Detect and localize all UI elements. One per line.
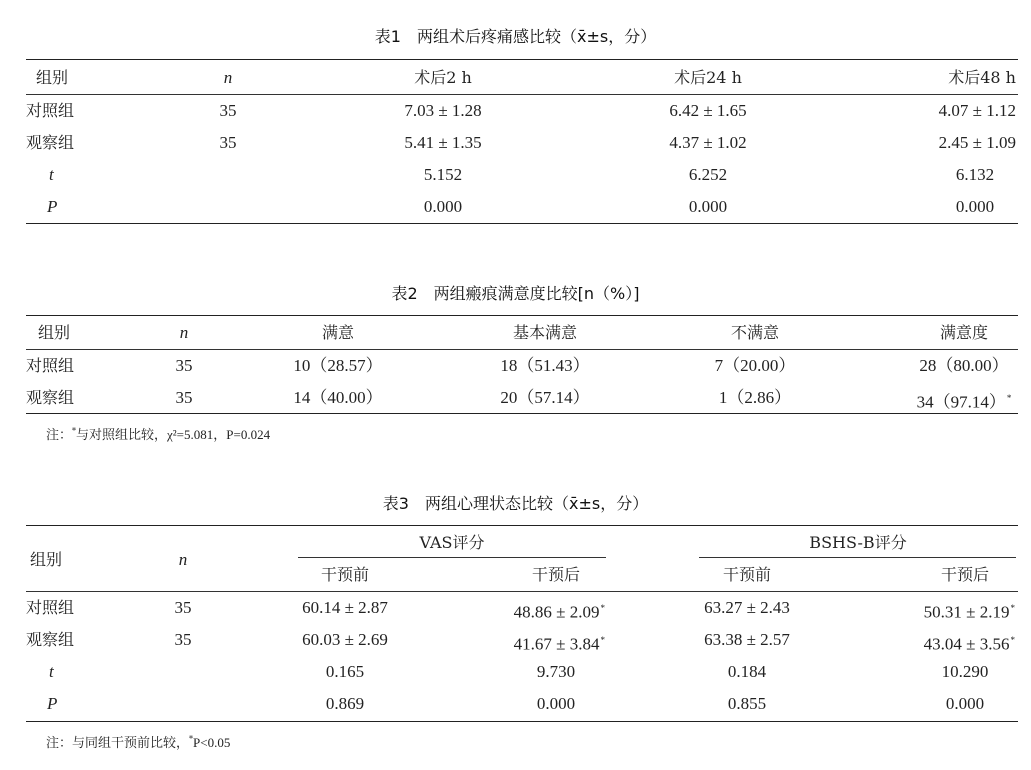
table3-header-rule: [26, 591, 1018, 592]
table1-row2-24h: 4.37 ± 1.02: [669, 133, 747, 152]
table2-footnote-text: 与对照组比较，χ²=5.081，P=0.024: [76, 427, 271, 442]
table1-row4-2h: 0.000: [423, 197, 463, 216]
table2-row2-satisfied: 14（40.00）: [293, 388, 383, 407]
table2-footnote-mark: *: [72, 426, 77, 436]
table2-header-basic: 基本满意: [512, 323, 578, 342]
table3-row3-vas-before: 0.165: [325, 662, 365, 681]
table2-row1-unsatisfied: 7（20.00）: [714, 356, 796, 375]
table1-caption-number: 表1: [374, 27, 401, 46]
table3-footnote-text: 与同组干预前比较，: [72, 736, 190, 751]
table-row: [0, 625, 1031, 655]
table1-row3-48h: 6.132: [955, 165, 995, 184]
table-row: [0, 689, 1031, 719]
table1-row3-label: t: [49, 165, 54, 184]
table3-row1-vas-after-value: 48.86 ± 2.09: [513, 602, 600, 622]
table3-header-vas-before: 干预前: [320, 565, 370, 584]
table3-header-bshs-before: 干预前: [722, 565, 772, 584]
table2-row2-rate-value: 34（97.14）: [916, 392, 1006, 412]
table2-caption-number: 表2: [391, 284, 418, 303]
significance-mark: *: [1010, 603, 1015, 613]
table3-row1-group: 对照组: [26, 598, 75, 617]
table3-row1-bshs-after-value: 50.31 ± 2.19: [923, 602, 1010, 622]
table1-row4-label: P: [47, 197, 58, 216]
table2-row1-basic: 18（51.43）: [500, 356, 590, 375]
table-row: [0, 351, 1031, 381]
table2-row2-n: 35: [175, 388, 193, 407]
table3-row2-bshs-before: 63.38 ± 2.57: [704, 630, 790, 649]
table3-row2-bshs-after-value: 43.04 ± 3.56: [923, 634, 1010, 654]
table3-row1-vas-after: [514, 593, 605, 623]
significance-mark: *: [1006, 393, 1012, 403]
table2-row2-unsatisfied: 1（2.86）: [718, 388, 792, 407]
table3-row1-vas-before: 60.14 ± 2.87: [302, 598, 388, 617]
table2-row2-group: 观察组: [26, 388, 75, 407]
table3-header-group: 组别: [30, 550, 63, 569]
table3-row1-bshs-after: [924, 593, 1015, 623]
table1-header-48h: 术后48 h: [948, 68, 1016, 87]
table2-header-n: n: [179, 323, 189, 342]
table3-footnote-prefix: 注：: [46, 736, 73, 751]
table3-group-header-bshs: BSHS-B评分: [809, 533, 907, 552]
table1-row4-24h: 0.000: [688, 197, 728, 216]
significance-mark: *: [1010, 635, 1015, 645]
table3-row2-vas-after-value: 41.67 ± 3.84: [513, 634, 600, 654]
table2-row2-basic: 20（57.14）: [500, 388, 590, 407]
table3-header-vas-after: 干预后: [531, 565, 581, 584]
table1-row4-48h: 0.000: [955, 197, 995, 216]
table3-row3-vas-after: 9.730: [536, 662, 576, 681]
table1-caption-text: 两组术后疼痛感比较（x̄±s，分）: [416, 27, 657, 46]
table2-header-satisfied: 满意: [321, 323, 355, 342]
table3-bottom-rule: [26, 721, 1018, 722]
table2-header-rate: 满意度: [939, 323, 989, 342]
table1-row2-48h: 2.45 ± 1.09: [938, 133, 1016, 152]
table2-row1-satisfied: 10（28.57）: [293, 356, 383, 375]
table1-row2-2h: 5.41 ± 1.35: [404, 133, 482, 152]
table2-footnote: [46, 424, 270, 443]
table1-header-rule: [26, 94, 1018, 95]
table1-bottom-rule: [26, 223, 1018, 224]
table3-row4-vas-before: 0.869: [325, 694, 365, 713]
table3-row3-bshs-before: 0.184: [727, 662, 767, 681]
table3-row2-vas-before: 60.03 ± 2.69: [302, 630, 388, 649]
table3-caption: [0, 491, 1031, 514]
table3-footnote-mark: *: [189, 734, 194, 744]
table3-header-n: n: [178, 550, 188, 569]
table3-header-row: [0, 560, 1031, 590]
table1-row1-48h: 4.07 ± 1.12: [938, 101, 1016, 120]
table3-row4-label: P: [47, 694, 58, 713]
table-row: [0, 383, 1031, 413]
table3-row2-bshs-after: [924, 625, 1015, 655]
table1-row1-24h: 6.42 ± 1.65: [669, 101, 747, 120]
table2-row1-n: 35: [175, 356, 193, 375]
table2-header-rule: [26, 349, 1018, 350]
table2-row1-rate: 28（80.00）: [919, 356, 1009, 375]
table2-caption-text: 两组瘢痕满意度比较[n（%）]: [433, 284, 640, 303]
table-row: [0, 96, 1031, 126]
table1-header-n: n: [223, 68, 233, 87]
table3-row1-n: 35: [174, 598, 192, 617]
table1-row3-24h: 6.252: [688, 165, 728, 184]
table2-header-group: 组别: [38, 323, 71, 342]
table3-row1-bshs-before: 63.27 ± 2.43: [704, 598, 790, 617]
table1-row1-group: 对照组: [26, 101, 75, 120]
table1-header-2h: 术后2 h: [414, 68, 472, 87]
table-row: [0, 160, 1031, 190]
table3-row3-label: t: [49, 662, 54, 681]
table2-top-rule: [26, 315, 1018, 316]
significance-mark: *: [600, 603, 605, 613]
table3-row3-bshs-after: 10.290: [941, 662, 989, 681]
table3-row2-group: 观察组: [26, 630, 75, 649]
table1-caption: [0, 24, 1031, 47]
table3-footnote: [46, 732, 230, 751]
table3-row4-bshs-before: 0.855: [727, 694, 767, 713]
table2-header-unsatisfied: 不满意: [730, 323, 780, 342]
table1-row1-n: 35: [219, 101, 237, 120]
table1-top-rule: [26, 59, 1018, 60]
table-row: [0, 593, 1031, 623]
table3-footnote-tail: P<0.05: [193, 735, 231, 750]
table2-bottom-rule: [26, 413, 1018, 414]
table3-row4-bshs-after: 0.000: [945, 694, 985, 713]
table1-row1-2h: 7.03 ± 1.28: [404, 101, 482, 120]
table3-row2-n: 35: [174, 630, 192, 649]
table3-caption-text: 两组心理状态比较（x̄±s，分）: [424, 494, 649, 513]
table1-header-group: 组别: [36, 68, 69, 87]
table-row: [0, 657, 1031, 687]
table-row: [0, 128, 1031, 158]
table2-row1-group: 对照组: [26, 356, 75, 375]
table1-header-24h: 术后24 h: [674, 68, 742, 87]
table1-row3-2h: 5.152: [423, 165, 463, 184]
table3-caption-number: 表3: [382, 494, 409, 513]
table3-top-rule: [26, 525, 1018, 526]
table2-footnote-prefix: 注：: [46, 428, 73, 443]
table1-header-row: [0, 63, 1031, 93]
table1-row2-n: 35: [219, 133, 237, 152]
table2-row2-rate: [917, 383, 1012, 413]
table3-row2-vas-after: [514, 625, 605, 655]
significance-mark: *: [600, 635, 605, 645]
table2-header-row: [0, 318, 1031, 348]
table3-header-bshs-after: 干预后: [940, 565, 990, 584]
table3-row4-vas-after: 0.000: [536, 694, 576, 713]
table1-row2-group: 观察组: [26, 133, 75, 152]
table-row: [0, 192, 1031, 222]
table3-group-header-vas: VAS评分: [419, 533, 485, 552]
table2-caption: [0, 281, 1031, 304]
